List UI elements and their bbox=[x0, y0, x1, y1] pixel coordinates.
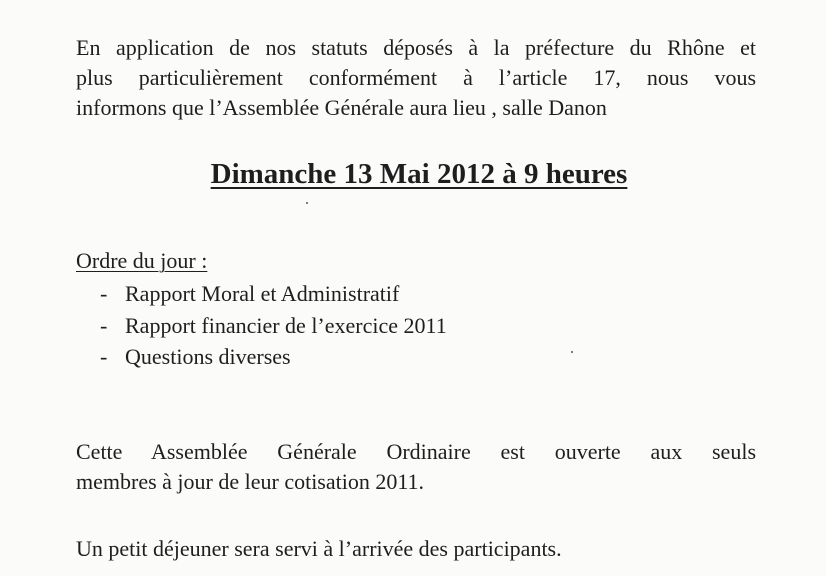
agenda-item-label: Rapport financier de l’exercice 2011 bbox=[125, 312, 447, 338]
bullet-dash: - bbox=[100, 312, 108, 338]
membership-line: Cette Assemblée Générale Ordinaire est ouverte aux seuls bbox=[76, 439, 756, 464]
agenda-list bbox=[100, 278, 447, 373]
agenda-item-label: Questions diverses bbox=[125, 344, 291, 369]
agenda-item-label: Rapport Moral et Administratif bbox=[125, 281, 400, 306]
bullet-dash: - bbox=[100, 281, 108, 306]
scan-speck bbox=[571, 351, 573, 353]
agenda-item bbox=[100, 310, 447, 342]
agenda-item bbox=[100, 341, 447, 373]
intro-line: informons que l’Assemblée Générale aura lieu , salle Danon bbox=[76, 95, 607, 120]
event-date-heading bbox=[0, 155, 826, 193]
breakfast-line: Un petit déjeuner sera servi à l’arrivée des participants. bbox=[76, 536, 562, 561]
agenda-title: Ordre du jour : bbox=[76, 248, 208, 273]
agenda-item bbox=[100, 278, 447, 310]
intro-line: plus particulièrement conformément à l’article 17, nous vous bbox=[76, 65, 756, 90]
scan-speck bbox=[306, 202, 308, 204]
bullet-dash: - bbox=[100, 344, 108, 369]
breakfast-paragraph bbox=[76, 534, 756, 564]
event-date-text: Dimanche 13 Mai 2012 à 9 heures bbox=[210, 158, 628, 190]
membership-line: membres à jour de leur cotisation 2011. bbox=[76, 469, 425, 494]
intro-paragraph bbox=[76, 33, 756, 123]
intro-line: En application de nos statuts déposés à la préfecture du Rhône et bbox=[76, 35, 756, 60]
membership-paragraph bbox=[76, 437, 756, 497]
